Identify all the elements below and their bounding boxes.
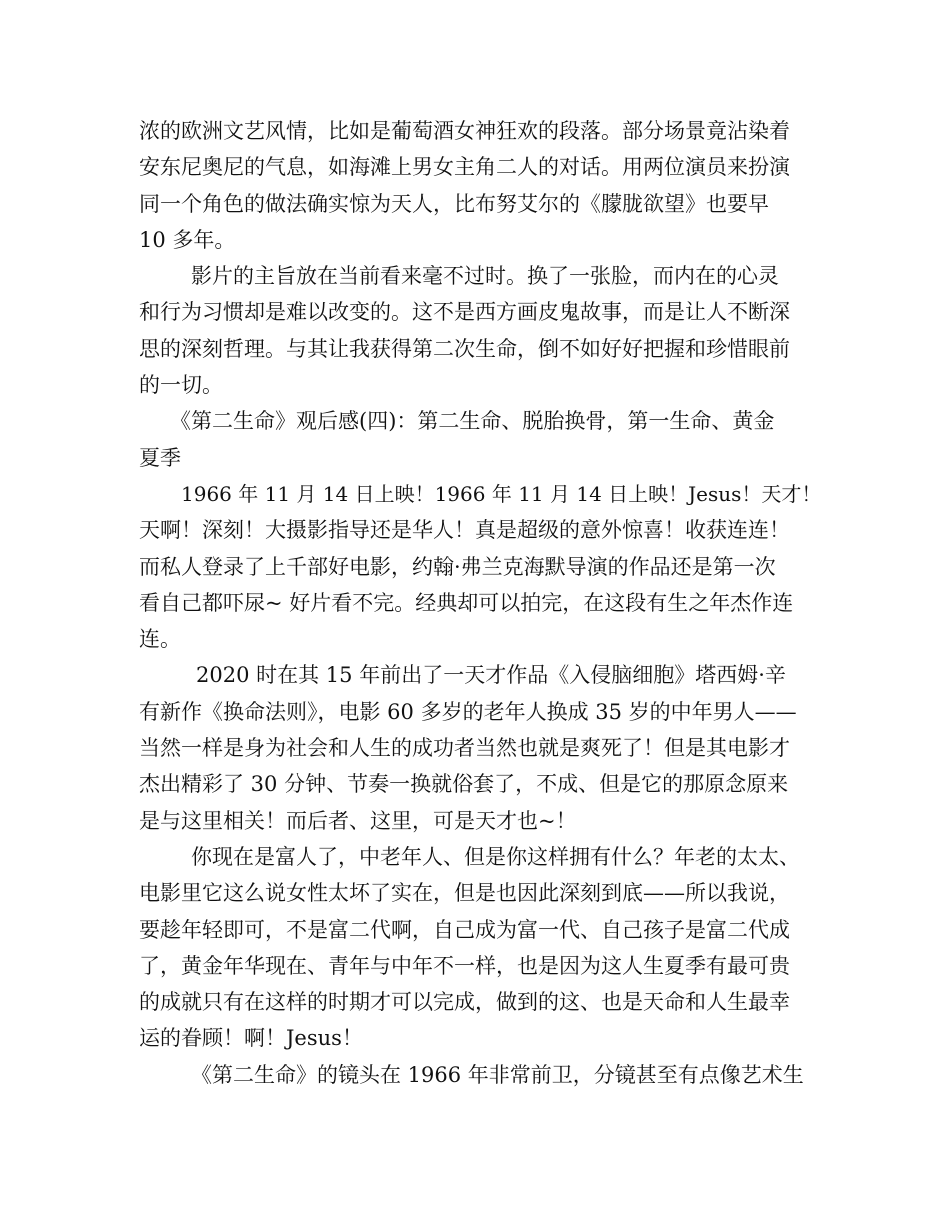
text-line: 而私人登录了上千部好电影，约翰·弗兰克海默导演的作品还是第一次 xyxy=(139,554,776,579)
text-line: 和行为习惯却是难以改变的。这不是西方画皮鬼故事，而是让人不断深 xyxy=(139,300,790,325)
text-line: 看自己都吓尿~ 好片看不完。经典却可以拍完，在这段有生之年杰作连 xyxy=(139,590,794,615)
text-line: 运的眷顾！啊！Jesus！ xyxy=(139,1026,363,1051)
text-line: 天啊！深刻！大摄影指导还是华人！真是超级的意外惊喜！收获连连！ xyxy=(139,518,790,543)
text-line: 《第二生命》的镜头在 1966 年非常前卫，分镜甚至有点像艺术生 xyxy=(191,1062,804,1087)
text-line: 2020 时在其 15 年前出了一天才作品《入侵脑细胞》塔西姆·辛 xyxy=(196,663,786,688)
text-line: 杰出精彩了 30 分钟、节奏一换就俗套了，不成、但是它的那原念原来 xyxy=(139,772,789,797)
text-line: 同一个角色的做法确实惊为天人，比布努艾尔的《朦胧欲望》也要早 xyxy=(139,191,769,216)
text-line: 浓的欧洲文艺风情，比如是葡萄酒女神狂欢的段落。部分场景竟沾染着 xyxy=(139,119,790,143)
text-line: 是与这里相关！而后者、这里，可是天才也~！ xyxy=(139,808,577,833)
text-line: 1966 年 11 月 14 日上映！1966 年 11 月 14 日上映！Jesus！天才！ xyxy=(181,481,822,506)
text-line: 10 多年。 xyxy=(139,227,236,252)
text-line: 电影里它这么说女性太坏了实在，但是也因此深刻到底——所以我说， xyxy=(139,881,790,906)
text-line: 夏季 xyxy=(139,445,181,470)
text-line: 了，黄金年华现在、青年与中年不一样，也是因为这人生夏季有最可贵 xyxy=(139,953,790,978)
text-line: 当然一样是身为社会和人生的成功者当然也就是爽死了！但是其电影才 xyxy=(139,736,790,761)
text-line: 连。 xyxy=(139,627,181,652)
text-line: 安东尼奥尼的气息，如海滩上男女主角二人的对话。用两位演员来扮演 xyxy=(139,155,790,180)
text-line: 的一切。 xyxy=(139,373,223,398)
text-line: 思的深刻哲理。与其让我获得第二次生命，倒不如好好把握和珍惜眼前 xyxy=(139,336,790,361)
text-line: 要趁年轻即可，不是富二代啊，自己成为富一代、自己孩子是富二代成 xyxy=(139,917,790,942)
text-line: 你现在是富人了，中老年人、但是你这样拥有什么？年老的太太、 xyxy=(191,844,800,869)
text-line: 影片的主旨放在当前看来毫不过时。换了一张脸，而内在的心灵 xyxy=(191,264,779,289)
text-line: 有新作《换命法则》，电影 60 多岁的老年人换成 35 岁的中年男人—— xyxy=(139,699,797,724)
body-text xyxy=(139,113,829,1093)
text-line: 的成就只有在这样的时期才可以完成，做到的这、也是天命和人生最幸 xyxy=(139,990,790,1015)
text-line: 《第二生命》观后感(四)：第二生命、脱胎换骨，第一生命、黄金 xyxy=(170,409,775,434)
